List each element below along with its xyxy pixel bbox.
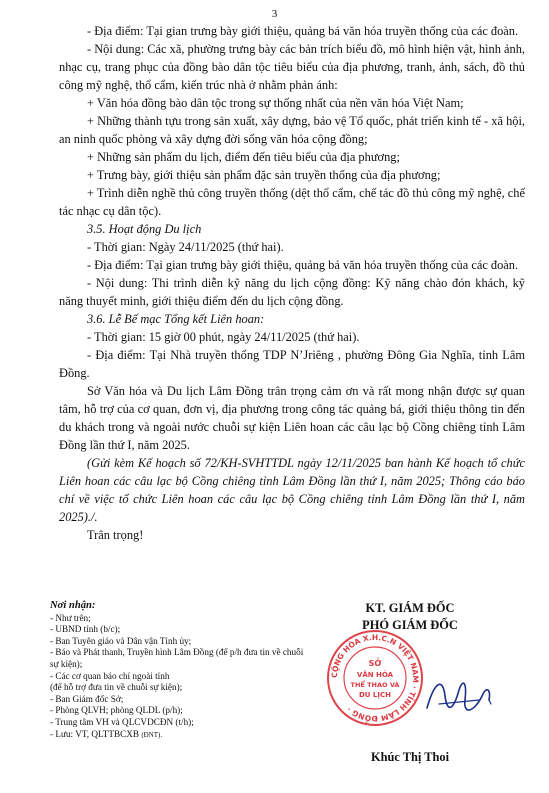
paragraph: Sở Văn hóa và Du lịch Lâm Đồng trân trọng cảm ơn và rất mong nhận được sự quan tâm, hỗ trợ của cơ quan, đơn vị, địa phương trong công tác quảng bá, giới thiệu thông tin đến du khách trong và ngoài nước chuỗi sự kiện Liên hoan các câu lạc bộ Cồng chiêng tỉnh Lâm Đồng lần thứ I, năm 2025. [59, 384, 525, 452]
paragraph: + Trình diễn nghề thủ công truyền thống (dệt thổ cẩm, chế tác đồ thủ công mỹ nghệ, chế tác nhạc cụ dân tộc). [59, 186, 525, 218]
seal-inner-text: DU LỊCH [359, 691, 391, 699]
paragraph: - Thời gian: Ngày 24/11/2025 (thứ hai). [87, 240, 284, 254]
seal-inner-text: VĂN HÓA [356, 671, 394, 679]
signature-title-line2: PHÓ GIÁM ĐỐC [362, 618, 458, 632]
paragraph: (Gửi kèm Kế hoạch số 72/KH-SVHTTDL ngày 12/11/2025 ban hành Kế hoạch tổ chức Liên hoan các câu lạc bộ Cồng chiêng tỉnh Lâm Đồng lần thứ I, năm 2025; Thông cáo báo chí về việc tổ chức Liên hoan các câu lạc bộ Cồng chiêng tỉnh Lâm Đồng lần thứ I, năm 2025)./. [59, 456, 525, 524]
recipients-list [50, 600, 312, 741]
seal-inner-text: THỂ THAO VÀ [350, 681, 400, 689]
handwritten-signature-image [405, 660, 505, 730]
paragraph: - Địa điểm: Tại Nhà truyền thống TDP N’Jriêng , phường Đông Gia Nghĩa, tỉnh Lâm Đồng. [59, 348, 525, 380]
seal-inner-text: SỞ [368, 659, 382, 668]
recipient-archive-text: - Lưu: VT, QLTTBCXB [50, 728, 140, 739]
paragraph: - Nội dung: Các xã, phường trưng bày các bản trích biểu đồ, mô hình hiện vật, hình ảnh, nhạc cụ, trang phục của đồng bào dân tộc tiêu biểu của địa phương, tranh, ảnh, sách, đồ thủ công mỹ nghệ, thổ cẩm, kiến trúc nhà ở nhằm phản ánh: [59, 42, 525, 92]
recipient-item: (để hỗ trợ đưa tin về chuỗi sự kiện); [50, 682, 183, 693]
paragraph: Trân trọng! [87, 528, 144, 542]
recipient-item: - UBND tỉnh (b/c); [50, 624, 121, 635]
recipient-item: - Ban Tuyên giáo và Dân vận Tỉnh ủy; [50, 635, 192, 646]
paragraph: + Văn hóa đồng bào dân tộc trong sự thống nhất của nền văn hóa Việt Nam; [87, 96, 464, 110]
recipients-items [50, 613, 312, 729]
page-number: 3 [271, 8, 278, 20]
paragraph: - Địa điểm: Tại gian trưng bày giới thiệu, quảng bá văn hóa truyền thống của các đoàn. [87, 24, 519, 38]
signer-name: Khúc Thị Thoi [370, 750, 450, 764]
recipients-title: Nơi nhận: [50, 600, 96, 611]
signature-block [310, 600, 510, 764]
recipient-archive-suffix: (ĐNT). [141, 730, 163, 739]
recipient-item: - Ban Giám đốc Sở; [50, 693, 124, 704]
signature-title-line1: KT. GIÁM ĐỐC [365, 601, 455, 615]
recipient-item-archive [50, 729, 312, 742]
recipient-item: - Phòng QLVH; phòng QLDL (p/h); [50, 705, 183, 716]
paragraph: + Trưng bày, giới thiệu sản phẩm đặc sản truyền thống của địa phương; [87, 168, 441, 182]
recipient-item: - Các cơ quan báo chí ngoài tỉnh [50, 670, 170, 681]
section-heading: 3.6. Lễ Bế mạc Tổng kết Liên hoan: [87, 312, 265, 326]
recipient-item: - Trung tâm VH và QLCVDCĐN (t/h); [50, 716, 194, 727]
seal-ring-text: CỘNG HÒA X.H.C.N VIỆT NAM · TỈNH LÂM ĐỒNG · [329, 632, 421, 724]
section-heading: 3.5. Hoạt động Du lịch [87, 222, 202, 236]
recipient-item: - Như trên; [50, 612, 91, 623]
paragraph: + Những sản phẩm du lịch, điểm đến tiêu biểu của địa phương; [87, 150, 400, 164]
recipient-item: - Báo và Phát thanh, Truyền hình Lâm Đồng (để p/h đưa tin về chuỗi sự kiện); [50, 647, 304, 669]
paragraph: + Những thành tựu trong sản xuất, xây dựng, bảo vệ Tổ quốc, phát triển kinh tế - xã hội, an ninh quốc phòng và xây dựng đời sống văn hóa cộng đồng; [59, 114, 525, 146]
paragraph: - Địa điểm: Tại gian trưng bày giới thiệu, quảng bá văn hóa truyền thống của các đoàn. [87, 258, 519, 272]
paragraph: - Thời gian: 15 giờ 00 phút, ngày 24/11/2025 (thứ hai). [87, 330, 360, 344]
paragraph: - Nội dung: Thi trình diễn kỹ năng du lịch cộng đồng: Kỹ năng chào đón khách, kỹ năng thuyết minh, giới thiệu điểm đến du lịch cộng đồng. [59, 276, 525, 308]
document-body [59, 22, 525, 544]
